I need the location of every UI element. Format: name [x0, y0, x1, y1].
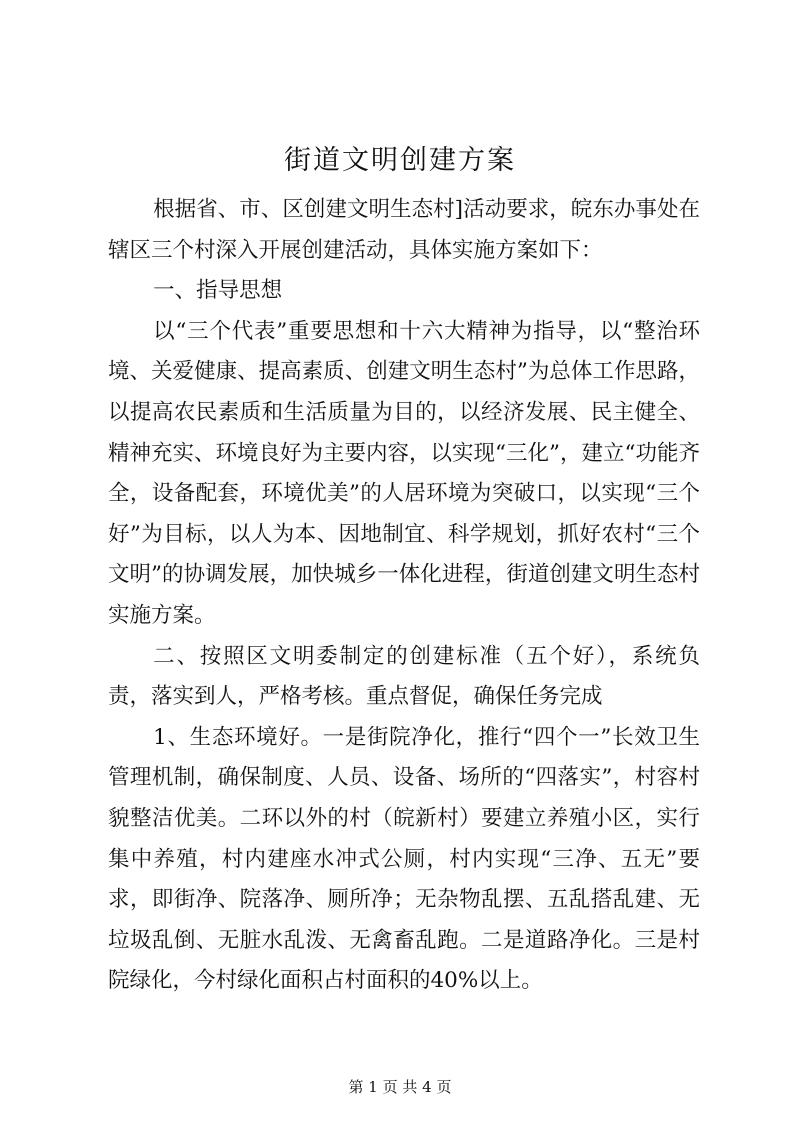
document-body: [108, 190, 700, 1002]
section-heading-standards: 二、按照区文明委制定的创建标准（五个好），系统负责，落实到人，严格考核。重点督促，确保任务完成: [108, 643, 700, 710]
intro-paragraph: 根据省、市、区创建文明生态村]活动要求，皖东办事处在辖区三个村深入开展创建活动，具体实施方案如下：: [108, 197, 700, 263]
ecological-environment-paragraph: 1、生态环境好。一是街院净化，推行“四个一”长效卫生管理机制，确保制度、人员、设备、场所的“四落实”，村容村貌整洁优美。二环以外的村（皖新村）要建立养殖小区，实行集中养殖，村内建座水冲式公厕，村内实现“三净、五无”要求，即街净、院落净、厕所净；无杂物乱摆、五乱搭乱建、无垃圾乱倒、无脏水乱泼、无禽畜乱跑。二是道路净化。三是村院绿化，今村绿化面积占村面积的40%以上。: [108, 724, 700, 994]
page-footer: 第 1 页 共 4 页: [348, 1078, 452, 1096]
document-title: 街道文明创建方案: [284, 145, 516, 176]
guiding-thought-paragraph: 以“三个代表”重要思想和十六大精神为指导，以“整治环境、关爱健康、提高素质、创建文明生态村”为总体工作思路，以提高农民素质和生活质量为目的，以经济发展、民主健全、精神充实、环境良好为主要内容，以实现“三化”，建立“功能齐全，设备配套，环境优美”的人居环境为突破口，以实现“三个好”为目标，以人为本、因地制宜、科学规划，抓好农村“三个文明”的协调发展，加快城乡一体化进程，街道创建文明生态村实施方案。: [108, 318, 700, 628]
section-heading-guiding-thought: 一、指导思想: [153, 278, 283, 304]
